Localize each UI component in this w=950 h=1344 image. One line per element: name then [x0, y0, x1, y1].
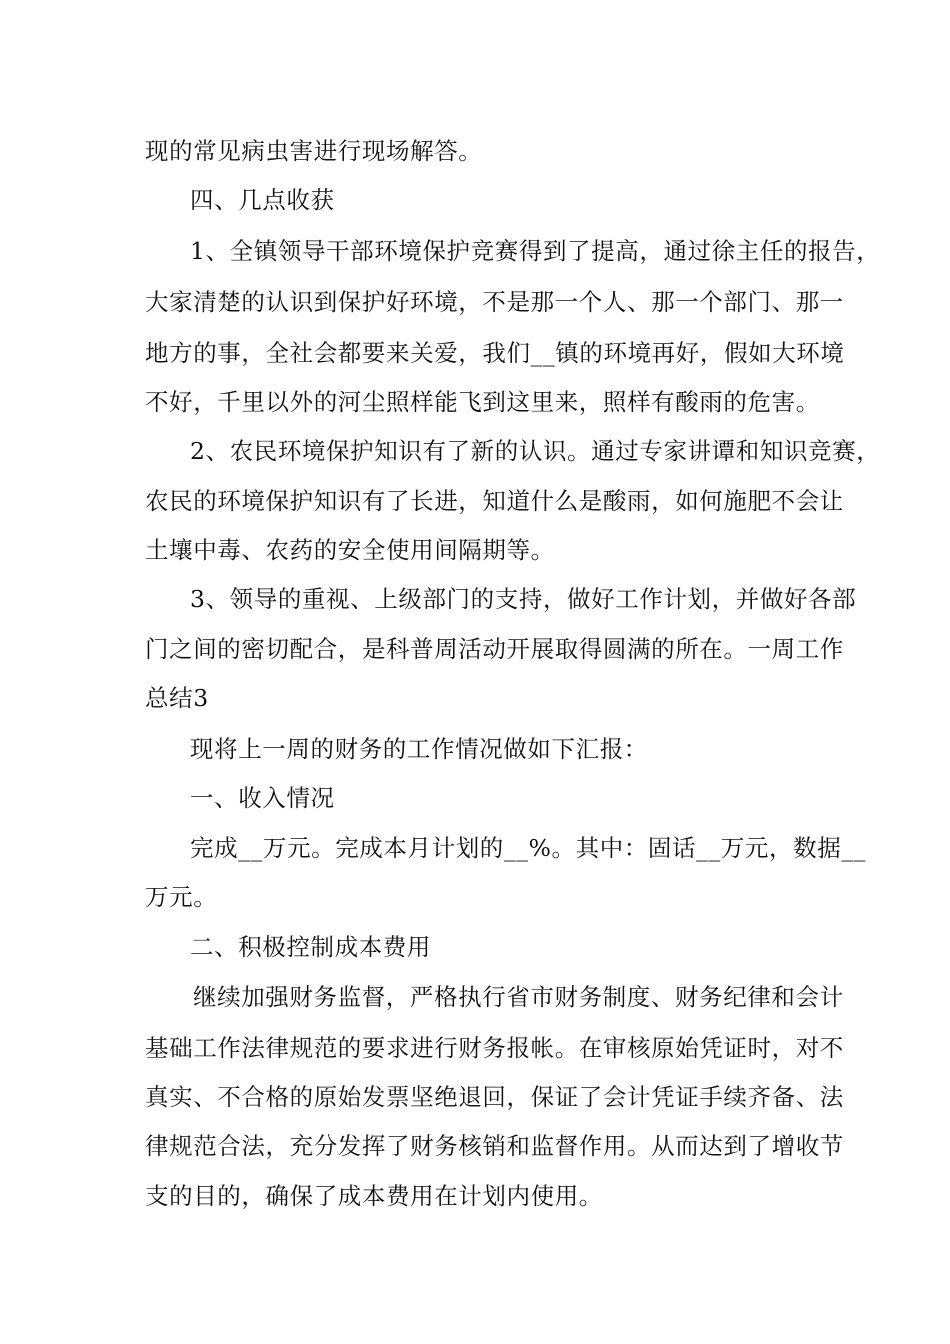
text-line: 1、全镇领导干部环境保护竞赛得到了提高，通过徐主任的报告， — [190, 237, 881, 265]
text-line: 现将上一周的财务的工作情况做如下汇报： — [190, 735, 648, 763]
text-line: 现的常见病虫害进行现场解答。 — [145, 137, 483, 165]
section-heading: 四、几点收获 — [190, 186, 335, 214]
text-line: 门之间的密切配合，是科普周活动开展取得圆满的所在。一周工作 — [145, 635, 844, 663]
text-line: 万元。 — [145, 883, 218, 911]
text-line: 完成__万元。完成本月计划的__%。其中：固话__万元，数据__ — [190, 834, 867, 862]
text-line: 基础工作法律规范的要求进行财务报帐。在审核原始凭证时，对不 — [145, 1034, 844, 1062]
text-line: 真实、不合格的原始发票坚绝退回，保证了会计凭证手续齐备、法 — [145, 1083, 844, 1111]
text-line: 律规范合法，充分发挥了财务核销和监督作用。从而达到了增收节 — [145, 1132, 844, 1160]
text-line: 土壤中毒、农药的安全使用间隔期等。 — [145, 536, 555, 564]
text-line: 继续加强财务监督，严格执行省市财务制度、财务纪律和会计 — [193, 983, 844, 1011]
text-line: 2、农民环境保护知识有了新的认识。通过专家讲谭和知识竞赛， — [190, 437, 881, 465]
text-line: 地方的事，全社会都要来关爱，我们__镇的环境再好，假如大环境 — [145, 339, 845, 367]
text-line: 农民的环境保护知识有了长进，知道什么是酸雨，如何施肥不会让 — [145, 487, 844, 515]
text-line: 不好，千里以外的河尘照样能飞到这里来，照样有酸雨的危害。 — [145, 388, 820, 416]
section-heading: 二、积极控制成本费用 — [190, 933, 431, 961]
text-line: 大家清楚的认识到保护好环境，不是那一个人、那一个部门、那一 — [145, 288, 844, 316]
text-line: 总结3 — [145, 684, 209, 712]
text-line: 支的目的，确保了成本费用在计划内使用。 — [145, 1182, 603, 1210]
text-line: 3、领导的重视、上级部门的支持，做好工作计划，并做好各部 — [190, 585, 857, 613]
section-heading: 一、收入情况 — [190, 784, 335, 812]
